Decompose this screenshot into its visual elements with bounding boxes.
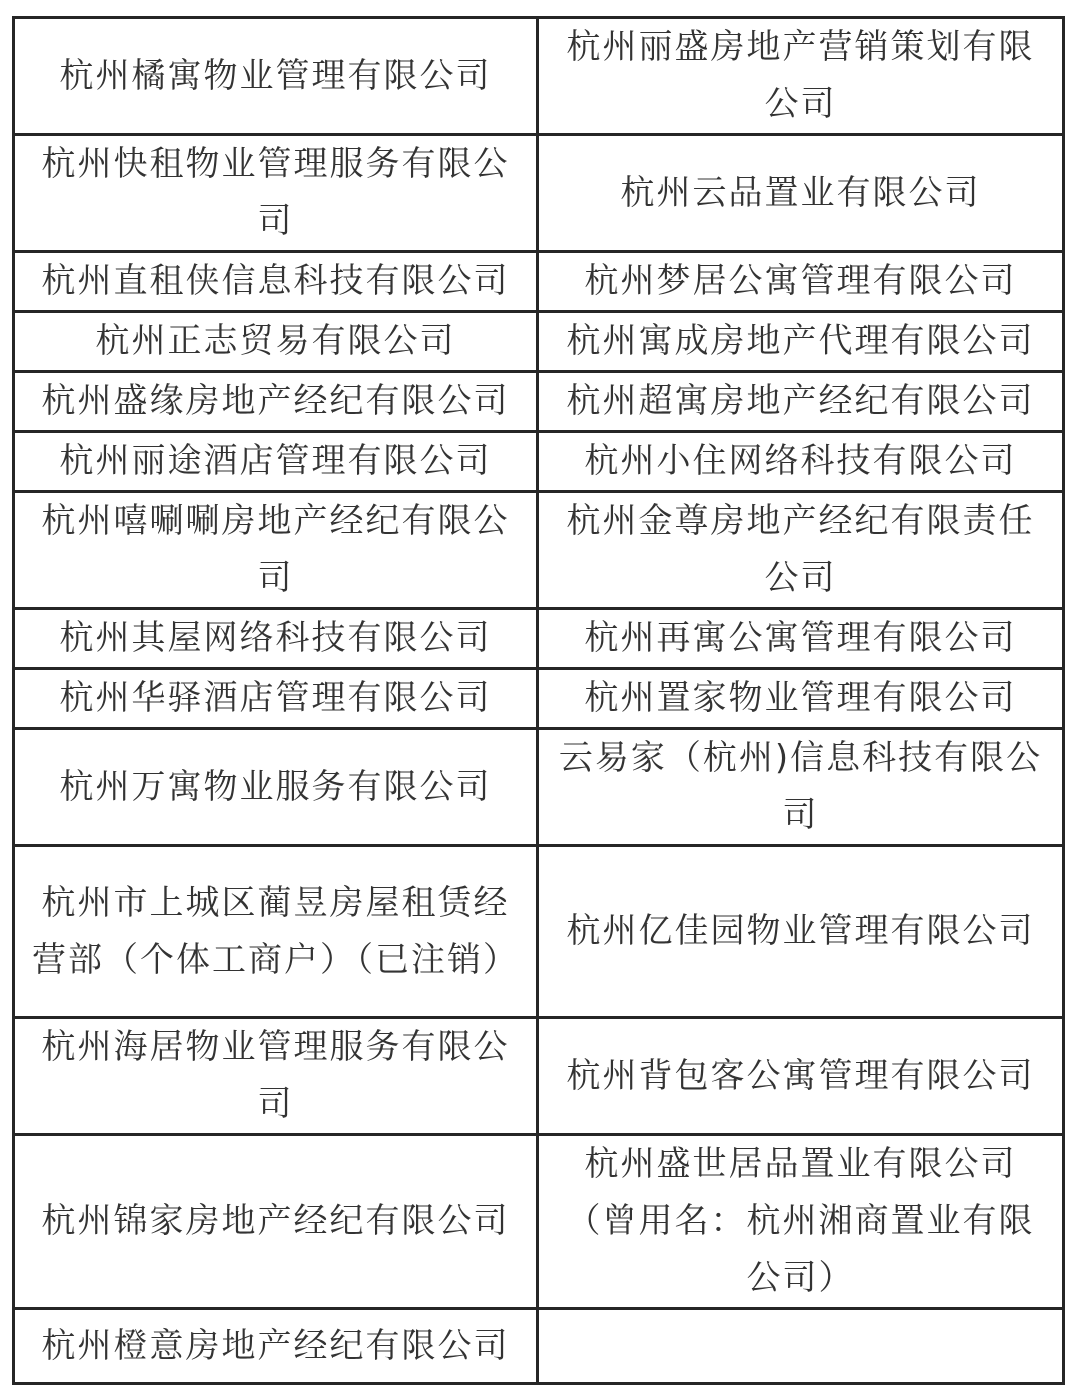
company-cell-left: 杭州丽途酒店管理有限公司 (14, 432, 538, 492)
company-cell-right: 杭州超寓房地产经纪有限公司 (538, 372, 1064, 432)
table-row (14, 492, 1064, 609)
company-cell-left: 杭州海居物业管理服务有限公司 (14, 1018, 538, 1135)
company-cell-right: 杭州置家物业管理有限公司 (538, 669, 1064, 729)
company-cell-left: 杭州橙意房地产经纪有限公司 (14, 1309, 538, 1384)
company-cell-left: 杭州华驿酒店管理有限公司 (14, 669, 538, 729)
company-cell-right: 杭州亿佳园物业管理有限公司 (538, 846, 1064, 1018)
company-cell-right: 杭州小住网络科技有限公司 (538, 432, 1064, 492)
company-cell-left: 杭州正志贸易有限公司 (14, 312, 538, 372)
company-cell-left: 杭州其屋网络科技有限公司 (14, 609, 538, 669)
table-row (14, 1018, 1064, 1135)
company-cell-right (538, 1309, 1064, 1384)
company-cell-right: 杭州梦居公寓管理有限公司 (538, 252, 1064, 312)
company-list-table (12, 16, 1065, 1385)
document-page (12, 16, 1062, 1385)
company-cell-left: 杭州万寓物业服务有限公司 (14, 729, 538, 846)
table-row (14, 1309, 1064, 1384)
company-cell-right: 杭州再寓公寓管理有限公司 (538, 609, 1064, 669)
company-cell-left: 杭州快租物业管理服务有限公司 (14, 135, 538, 252)
table-row (14, 312, 1064, 372)
company-cell-right: 杭州盛世居品置业有限公司（曾用名：杭州湘商置业有限公司） (538, 1135, 1064, 1309)
table-row (14, 432, 1064, 492)
company-cell-right: 杭州背包客公寓管理有限公司 (538, 1018, 1064, 1135)
table-row (14, 669, 1064, 729)
company-cell-right: 杭州云品置业有限公司 (538, 135, 1064, 252)
company-cell-left: 杭州嘻唰唰房地产经纪有限公司 (14, 492, 538, 609)
company-cell-left: 杭州盛缘房地产经纪有限公司 (14, 372, 538, 432)
company-cell-right: 杭州丽盛房地产营销策划有限公司 (538, 18, 1064, 135)
company-cell-left: 杭州橘寓物业管理有限公司 (14, 18, 538, 135)
table-row (14, 609, 1064, 669)
company-cell-right: 云易家（杭州)信息科技有限公司 (538, 729, 1064, 846)
company-cell-left: 杭州锦家房地产经纪有限公司 (14, 1135, 538, 1309)
company-cell-right: 杭州金尊房地产经纪有限责任公司 (538, 492, 1064, 609)
company-cell-right: 杭州寓成房地产代理有限公司 (538, 312, 1064, 372)
table-row (14, 372, 1064, 432)
table-row (14, 846, 1064, 1018)
company-cell-left: 杭州市上城区蔺昱房屋租赁经营部（个体工商户）（已注销） (14, 846, 538, 1018)
table-row (14, 18, 1064, 135)
table-row (14, 252, 1064, 312)
company-cell-left: 杭州直租侠信息科技有限公司 (14, 252, 538, 312)
table-row (14, 135, 1064, 252)
table-row (14, 729, 1064, 846)
table-row (14, 1135, 1064, 1309)
